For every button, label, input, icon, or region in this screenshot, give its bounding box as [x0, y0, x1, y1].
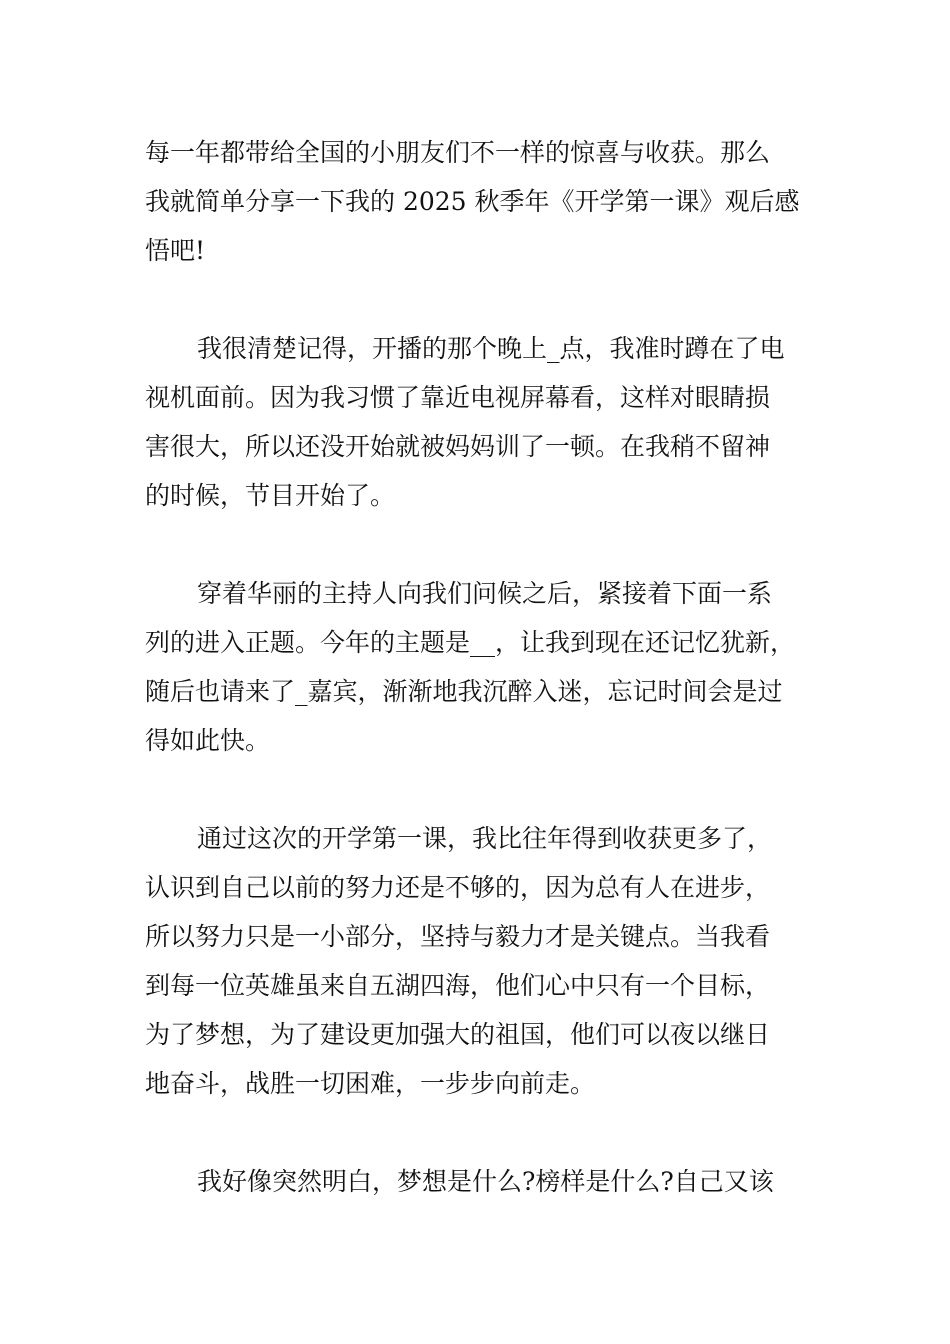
paragraph-gap	[145, 520, 815, 569]
paragraph-line: 我很清楚记得，开播的那个晚上_点，我准时蹲在了电	[197, 334, 785, 363]
paragraph-line: 害很大，所以还没开始就被妈妈训了一顿。在我稍不留神	[145, 432, 771, 461]
paragraph-line: 得如此快。	[145, 726, 271, 755]
paragraph-line: 我好像突然明白，梦想是什么?榜样是什么?自己又该	[197, 1167, 774, 1196]
paragraph-line: 到每一位英雄虽来自五湖四海，他们心中只有一个目标，	[145, 971, 771, 1000]
paragraph-line: 通过这次的开学第一课，我比往年得到收获更多了，	[197, 824, 773, 853]
paragraph-line: 为了梦想，为了建设更加强大的祖国，他们可以夜以继日	[145, 1020, 771, 1049]
paragraph-line: 所以努力只是一小部分，坚持与毅力才是关键点。当我看	[145, 922, 771, 951]
paragraph-line: 视机面前。因为我习惯了靠近电视屏幕看，这样对眼睛损	[145, 383, 771, 412]
paragraph-line: 每一年都带给全国的小朋友们不一样的惊喜与收获。那么	[145, 138, 771, 167]
paragraph-2	[145, 324, 815, 520]
paragraph-gap	[145, 1108, 815, 1157]
paragraph-line: 列的进入正题。今年的主题是__，让我到现在还记忆犹新，	[145, 628, 796, 657]
paragraph-4	[145, 814, 815, 1108]
paragraph-line: 地奋斗，战胜一切困难，一步步向前走。	[145, 1069, 596, 1098]
paragraph-gap	[145, 275, 815, 324]
paragraph-line: 认识到自己以前的努力还是不够的，因为总有人在进步，	[145, 873, 771, 902]
paragraph-line: 悟吧!	[145, 236, 206, 265]
paragraph-3	[145, 569, 815, 765]
paragraph-line: 随后也请来了_嘉宾，渐渐地我沉醉入迷，忘记时间会是过	[145, 677, 783, 706]
paragraph-line: 我就简单分享一下我的 2025 秋季年《开学第一课》观后感	[145, 187, 800, 216]
paragraph-5	[145, 1157, 815, 1206]
paragraph-1	[145, 128, 815, 275]
paragraph-line: 的时候，节目开始了。	[145, 481, 396, 510]
document-body	[145, 128, 815, 1206]
paragraph-gap	[145, 765, 815, 814]
paragraph-line: 穿着华丽的主持人向我们问候之后，紧接着下面一系	[197, 579, 773, 608]
